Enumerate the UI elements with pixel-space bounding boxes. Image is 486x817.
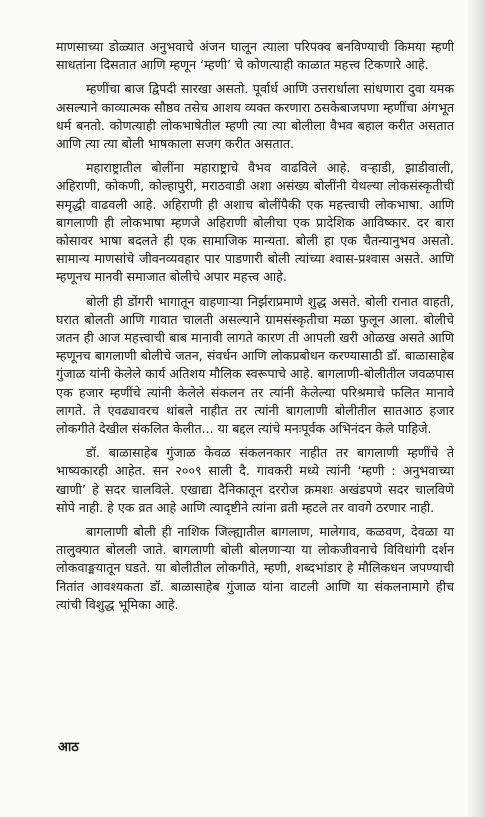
paragraph-3: महाराष्ट्रातील बोलींना महाराष्ट्राचे वैभव वाढविले आहे. वऱ्हाडी, झाडीवाली, अहिराणी, कोकणी, कोल्हापुरी, मराठवाडी अशा असंख्य बोलींनी येथल्या लोकसंस्कृतीची समृद्धी वाढवली आहे. अहिराणी ही अशाच बोलींपैकी एक महत्त्वाची लोकभाषा. आणि बागलाणी ही लोकभाषा म्हणजे अहिराणी बोलीचा एक प्रादेशिक आविष्कार. दर बारा कोसावर भाषा बदलते ही एक सामाजिक मान्यता. बोली हा एक चैतन्यानुभव असतो. सामान्य माणसांचे जीवनव्यवहार पार पाडणारी बोली त्यांच्या श्वास-प्रश्वास असते. आणि म्हणूनच मानवी समाजात बोलीचे अपार महत्त्व आहे. bbox=[56, 160, 454, 285]
paragraph-1: माणसाच्या डोळ्यात अनुभवाचे अंजन घालून त्याला परिपक्व बनविण्याची किमया म्हणी साधतांना दिसतात आणि म्हणून ‘म्हणी’ चे कोणत्याही काळात महत्त्व टिकणारे आहे. bbox=[56, 39, 454, 73]
page-body bbox=[56, 38, 454, 620]
paragraph-6: बागलाणी बोली ही नाशिक जिल्ह्यातील बागलाण, मालेगाव, कळवण, देवळा या तालुक्यात बोलली जाते. बागलाणी बोली बोलणाऱ्या या लोकजीवनाचे विविधांगी दर्शन लोकवाङ्मयातून घडते. या बोलीतील लोकगीते, म्हणी, शब्दभांडार हे मौलिकधन जपण्याची नितांत आवश्यकता डॉ. बाळासाहेब गुंजाळ यांना वाटली आणि या संकलनामागे हीच त्यांची विशुद्ध भूमिका आहे. bbox=[56, 524, 454, 612]
page-number: आठ bbox=[58, 740, 79, 755]
paragraph-4: बोली ही डोंगरी भागातून वाहणाऱ्या निर्झराप्रमाणे शुद्ध असते. बोली रानात वाहती, घरात बोलती आणि गावात चालती असल्याने ग्रामसंस्कृतीचा मळा फुलून आला. बोलीचे जतन ही आज महत्त्वाची बाब मानावी लागते कारण ती आपली खरी ओळख असते आणि म्हणूनच बागलाणी बोलीचे जतन, संवर्धन आणि लोकप्रबोधन करण्यासाठी डॉ. बाळासाहेब गुंजाळ यांनी केलेले कार्य अतिशय मौलिक स्वरूपाचे आहे. बागलाणी-बोलीतील जवळपास एक हजार म्हणींचे त्यांनी केलेले संकलन तर त्यांनी केलेल्या परिश्रमाचे फलित मानावे लागते. ते एवढ्यावरच थांबले नाहीत तर त्यांनी बागलाणी बोलीतील सातआठ हजार लोकगीते देखील संकलित केलीत... या बद्दल त्यांचे मनःपूर्वक अभिनंदन केले पाहिजे. bbox=[56, 293, 454, 437]
page-edge-shadow bbox=[468, 0, 486, 817]
paragraph-5: डॉ. बाळासाहेब गुंजाळ केवळ संकलनकार नाहीत तर बागलाणी म्हणींचे ते भाष्यकारही आहेत. सन २००९ साली दै. गावकरी मध्ये त्यांनी ‘म्हणी : अनुभवाच्या खाणी’ हे सदर चालविले. एखाद्या दैनिकातून दररोज क्रमशः अखंडपणे सदर चालविणे सोपे नाही. हे एक व्रत आहे आणि त्यादृष्टीने त्यांना व्रती म्हटले तर वावगे ठरणार नाही. bbox=[56, 445, 454, 515]
paragraph-2: म्हणींचा बाज द्विपदी सारखा असतो. पूर्वार्ध आणि उत्तरार्धाला सांधणारा दुवा यमक असल्याने काव्यात्मक सौष्ठव तसेच आशय व्यक्त करणारा ठसकेबाजपणा म्हणींचा अंगभूत धर्म बनतो. कोणत्याही लोकभाषेतील म्हणी त्या त्या बोलीला वैभव बहाल करीत असतात आणि त्या त्या बोली भाषकाला सजग करीत असतात. bbox=[56, 81, 454, 152]
